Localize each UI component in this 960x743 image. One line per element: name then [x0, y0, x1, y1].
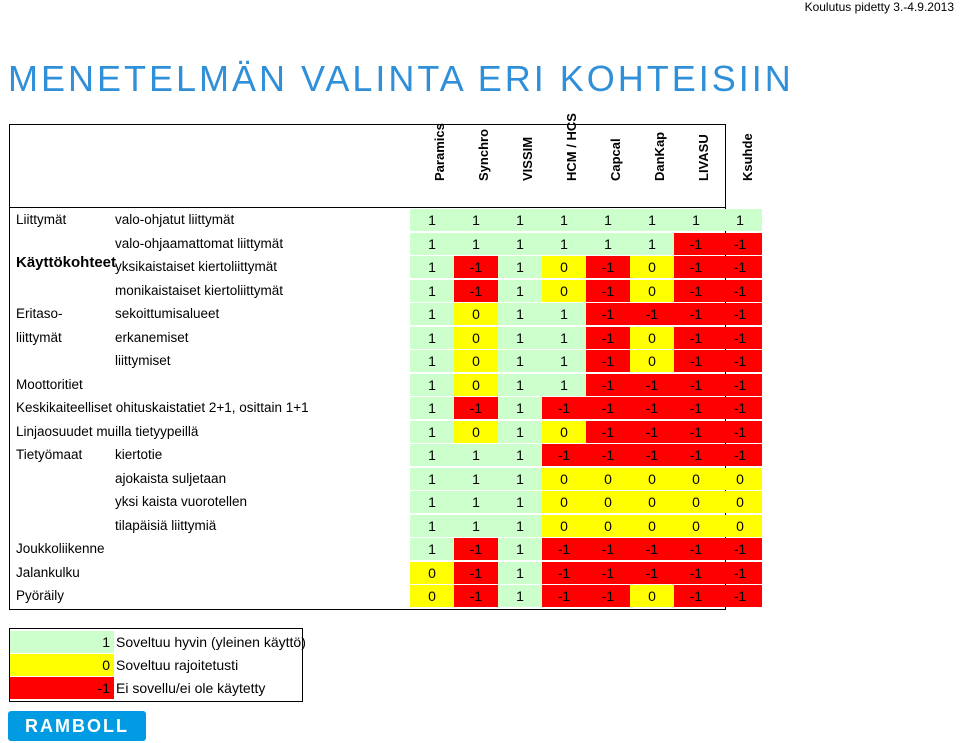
- column-header-label: DanKap: [652, 131, 667, 181]
- table-cell: -1: [586, 327, 630, 349]
- table-cell: 1: [410, 491, 454, 513]
- table-cell: 0: [542, 468, 586, 490]
- table-cell: 1: [498, 491, 542, 513]
- column-header-label: Capcal: [608, 138, 623, 181]
- table-cell: -1: [586, 397, 630, 419]
- row-group-label: Linjaosuudet muilla tietyypeillä: [16, 423, 199, 439]
- row-label: kiertotie: [115, 447, 163, 462]
- row-group-label: Jalankulku: [16, 564, 80, 580]
- table-cell: 1: [410, 233, 454, 255]
- table-cell: 1: [498, 374, 542, 396]
- table-cell: 0: [718, 515, 762, 537]
- table-cell: 1: [454, 515, 498, 537]
- table-cell: -1: [586, 256, 630, 278]
- table-cell: 0: [586, 491, 630, 513]
- table-cell: 0: [454, 350, 498, 372]
- table-cell: -1: [630, 444, 674, 466]
- row-group-label: Liittymät: [16, 212, 67, 227]
- table-cell: 0: [630, 256, 674, 278]
- table-cell: -1: [454, 256, 498, 278]
- table-cell: 0: [718, 468, 762, 490]
- table-cell: 0: [630, 350, 674, 372]
- table-cell: -1: [674, 585, 718, 607]
- row-group-label: Tietyömaat: [16, 447, 83, 462]
- table-cell: -1: [674, 256, 718, 278]
- table-cell: 1: [410, 303, 454, 325]
- table-cell: 0: [630, 468, 674, 490]
- ramboll-logo: [8, 711, 146, 741]
- table-cell: 1: [542, 350, 586, 372]
- legend-text: Soveltuu hyvin (yleinen käyttö): [116, 634, 306, 650]
- table-cell: 1: [410, 350, 454, 372]
- table-cell: -1: [718, 233, 762, 255]
- table-cell: 1: [410, 256, 454, 278]
- table-cell: -1: [674, 562, 718, 584]
- table-cell: 1: [542, 209, 586, 231]
- row-label: yksikaistaiset kiertoliittymät: [115, 259, 278, 274]
- table-cell: 0: [630, 585, 674, 607]
- table-cell: -1: [674, 280, 718, 302]
- table-cell: -1: [674, 303, 718, 325]
- legend-text: Soveltuu rajoitetusti: [116, 657, 239, 673]
- row-label: sekoittumisalueet: [115, 306, 220, 321]
- table-cell: 0: [410, 562, 454, 584]
- table-cell: -1: [630, 303, 674, 325]
- table-cell: 0: [586, 515, 630, 537]
- column-header: [630, 133, 674, 197]
- column-header: [542, 113, 586, 197]
- table-cell: 0: [454, 327, 498, 349]
- table-cell: 1: [410, 397, 454, 419]
- table-cell: 0: [718, 491, 762, 513]
- column-header-label: VISSIM: [520, 136, 535, 181]
- row-group-label: Pyöräily: [16, 588, 65, 603]
- table-cell: 1: [454, 491, 498, 513]
- table-cell: 1: [454, 233, 498, 255]
- table-cell: -1: [674, 374, 718, 396]
- table-cell: -1: [454, 585, 498, 607]
- table-cell: 0: [674, 468, 718, 490]
- table-cell: 1: [718, 209, 762, 231]
- table-cell: 0: [630, 515, 674, 537]
- table-cell: 1: [586, 209, 630, 231]
- table-cell: 0: [630, 491, 674, 513]
- table-cell: 0: [542, 491, 586, 513]
- table-cell: 1: [498, 256, 542, 278]
- method-matrix-table: [9, 113, 755, 610]
- table-cell: -1: [674, 350, 718, 372]
- table-cell: 0: [630, 280, 674, 302]
- table-cell: 1: [498, 280, 542, 302]
- table-cell: -1: [454, 562, 498, 584]
- table-cell: 1: [410, 327, 454, 349]
- table-cell: -1: [718, 327, 762, 349]
- legend-swatch: 0: [10, 654, 114, 676]
- table-cell: -1: [586, 421, 630, 443]
- table-cell: 1: [498, 327, 542, 349]
- table-cell: 1: [542, 327, 586, 349]
- usage-header: Käyttökohteet: [16, 254, 117, 271]
- table-cell: -1: [586, 562, 630, 584]
- column-header: [718, 133, 762, 197]
- table-cell: 1: [674, 209, 718, 231]
- table-cell: 0: [542, 515, 586, 537]
- row-label: erkanemiset: [115, 329, 189, 345]
- table-cell: -1: [718, 374, 762, 396]
- table-cell: 1: [498, 421, 542, 443]
- table-cell: -1: [586, 585, 630, 607]
- row-group-label: Eritaso-: [16, 306, 63, 321]
- table-cell: 0: [630, 327, 674, 349]
- table-cell: -1: [454, 397, 498, 419]
- column-header: [674, 133, 718, 197]
- table-cell: -1: [586, 444, 630, 466]
- table-cell: -1: [718, 280, 762, 302]
- table-cell: -1: [630, 562, 674, 584]
- table-cell: 1: [498, 444, 542, 466]
- table-cell: 1: [410, 468, 454, 490]
- table-cell: 1: [498, 350, 542, 372]
- table-cell: -1: [542, 562, 586, 584]
- table-cell: 1: [498, 562, 542, 584]
- table-cell: -1: [718, 421, 762, 443]
- table-cell: 0: [542, 280, 586, 302]
- legend-swatch: -1: [10, 677, 114, 699]
- table-cell: 1: [410, 538, 454, 560]
- table-cell: -1: [454, 538, 498, 560]
- table-cell: 1: [630, 209, 674, 231]
- table-cell: -1: [542, 397, 586, 419]
- column-header: [410, 123, 454, 197]
- table-cell: -1: [454, 280, 498, 302]
- table-cell: 1: [410, 421, 454, 443]
- table-cell: -1: [674, 538, 718, 560]
- table-cell: -1: [674, 444, 718, 466]
- row-label: valo-ohjaamattomat liittymät: [115, 235, 284, 251]
- table-cell: -1: [586, 374, 630, 396]
- table-cell: 1: [498, 585, 542, 607]
- table-cell: -1: [674, 233, 718, 255]
- table-cell: 0: [410, 585, 454, 607]
- table-cell: 1: [498, 303, 542, 325]
- row-label: monikaistaiset kiertoliittymät: [115, 282, 284, 298]
- table-cell: -1: [586, 350, 630, 372]
- table-cell: -1: [630, 374, 674, 396]
- row-label: valo-ohjatut liittymät: [115, 212, 235, 227]
- table-cell: -1: [718, 538, 762, 560]
- legend: [9, 628, 306, 702]
- table-cell: 0: [542, 256, 586, 278]
- table-cell: 1: [542, 374, 586, 396]
- table-cell: 1: [586, 233, 630, 255]
- page-title: MENETELMÄN VALINTA ERI KOHTEISIIN: [8, 58, 794, 99]
- legend-text: Ei sovellu/ei ole käytetty: [116, 680, 266, 696]
- column-header-label: HCM / HCS: [564, 113, 579, 181]
- table-cell: 1: [410, 280, 454, 302]
- table-cell: 0: [454, 421, 498, 443]
- table-cell: 0: [454, 303, 498, 325]
- table-cell: -1: [718, 350, 762, 372]
- column-header: [454, 128, 498, 197]
- row-group-label: Moottoritiet: [16, 376, 83, 392]
- table-cell: -1: [718, 256, 762, 278]
- table-cell: 1: [410, 444, 454, 466]
- row-label: liittymiset: [115, 353, 171, 368]
- table-cell: 1: [454, 468, 498, 490]
- legend-swatch: 1: [10, 631, 114, 653]
- table-cell: -1: [674, 327, 718, 349]
- column-header-label: Synchro: [476, 128, 491, 181]
- table-cell: 1: [498, 209, 542, 231]
- table-cell: -1: [718, 585, 762, 607]
- table-cell: -1: [718, 397, 762, 419]
- table-cell: 1: [410, 515, 454, 537]
- column-header: [586, 133, 630, 197]
- table-cell: -1: [630, 397, 674, 419]
- column-header-label: Paramics: [432, 123, 447, 181]
- table-cell: 0: [542, 421, 586, 443]
- row-label: ajokaista suljetaan: [115, 470, 227, 486]
- table-cell: -1: [542, 585, 586, 607]
- table-cell: 1: [542, 233, 586, 255]
- table-cell: -1: [674, 421, 718, 443]
- header-divider: [10, 207, 725, 208]
- table-cell: -1: [718, 444, 762, 466]
- row-group-label: Keskikaiteelliset ohituskaistatiet 2+1, osittain 1+1: [16, 400, 309, 415]
- table-cell: -1: [542, 538, 586, 560]
- table-cell: -1: [630, 421, 674, 443]
- logo-text: RAMBOLL: [25, 716, 129, 736]
- table-cell: 1: [498, 397, 542, 419]
- table-cell: -1: [542, 444, 586, 466]
- table-cell: 1: [498, 468, 542, 490]
- table-cell: 1: [498, 233, 542, 255]
- table-cell: 1: [454, 209, 498, 231]
- table-cell: 1: [410, 374, 454, 396]
- table-cell: 0: [674, 515, 718, 537]
- table-cell: -1: [718, 303, 762, 325]
- row-group-label: liittymät: [16, 329, 62, 345]
- table-cell: 1: [630, 233, 674, 255]
- table-cell: 0: [454, 374, 498, 396]
- table-cell: -1: [586, 280, 630, 302]
- table-cell: 1: [498, 538, 542, 560]
- table-cell: -1: [718, 562, 762, 584]
- row-group-label: Joukkoliikenne: [16, 541, 105, 556]
- table-cell: -1: [630, 538, 674, 560]
- table-cell: -1: [586, 538, 630, 560]
- row-label: yksi kaista vuorotellen: [115, 494, 248, 509]
- table-cell: 1: [410, 209, 454, 231]
- table-cell: 1: [454, 444, 498, 466]
- column-header-label: LIVASU: [696, 134, 711, 181]
- table-cell: -1: [674, 397, 718, 419]
- table-cell: 0: [674, 491, 718, 513]
- table-cell: 0: [586, 468, 630, 490]
- course-date-note: Koulutus pidetty 3.-4.9.2013: [804, 0, 954, 14]
- table-cell: -1: [586, 303, 630, 325]
- row-label: tilapäisiä liittymiä: [115, 517, 217, 533]
- table-cell: 1: [498, 515, 542, 537]
- table-cell: 1: [542, 303, 586, 325]
- column-header-label: Ksuhde: [740, 133, 755, 181]
- column-header: [498, 133, 542, 197]
